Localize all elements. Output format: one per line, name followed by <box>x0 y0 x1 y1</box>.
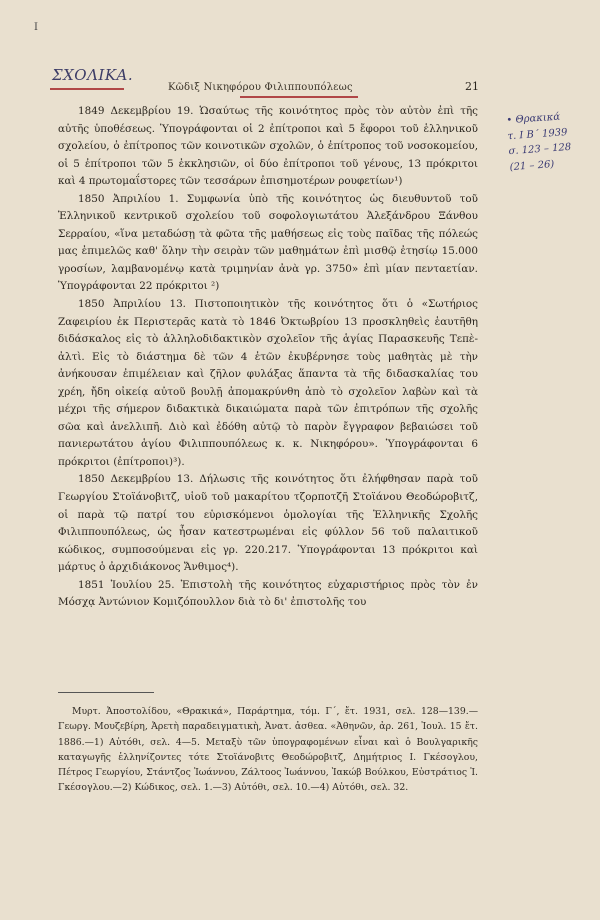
page-number: 21 <box>465 80 479 93</box>
entry-paragraph: 1850 Ἀπριλίου 1. Συμφωνία ὑπὸ τῆς κοινότητος ὡς διευθυντοῦ τοῦ Ἑλληνικοῦ κεντρικοῦ σχολείου τοῦ σοφολογιωτάτου Ἀλεξάνδρου Ξάνθου Σερραίου, «ἵνα μεταδώσῃ τὰ φῶτα τῆς μαθήσεως εἰς τοὺς παῖδας τῆς πόλεώς μας ἐπιμελῶς καθ' ὅλην τὴν σειρὰν τῶν μαθημάτων ἐπὶ μισθῷ ἐτησίῳ 15.000 γροσίων, λαμβανομένῳ κατὰ τριμηνίαν ἀνὰ γρ. 3750» ἐπὶ μίαν πενταετίαν. Ὑπογράφονται 22 πρόκριτοι ²) <box>58 192 478 293</box>
margin-note-line: (21 – 26) <box>509 158 555 173</box>
margin-note-line: τ. Ι Β΄ 1939 <box>507 126 568 142</box>
running-head-underline <box>240 96 358 98</box>
body-text <box>58 103 478 612</box>
entry-paragraph: 1850 Ἀπριλίου 13. Πιστοποιητικὸν τῆς κοινότητος ὅτι ὁ «Σωτήριος Ζαφειρίου ἐκ Περιστερᾶς κατὰ τὸ 1846 Ὀκτωβρίου 13 προσκληθεὶς ἑαυτῆθη διδάσκαλος εἰς τὸ ἀλληλοδιδακτικὸν σχολεῖον τῆς ἁγίας Παρασκευῆς Τεπὲ-ἀλτὶ. Εἰς τὸ διάστημα δὲ τῶν 4 ἐτῶν ἐκυβέρνησε τοὺς μαθητὰς μὲ τὴν ἀνήκουσαν ἐπιμέλειαν καὶ ζῆλον φυλάξας ἅπαντα τὰ τῆς διδασκαλίας του χρέη, ἤδη οἰκείᾳ αὐτοῦ βουλῇ ἀπομακρύνθη ἀπὸ τὸ σχολεῖον λαβὼν καὶ τὰ μέχρι τῆς σήμερον διδακτικὰ δικαιώματα παρὰ τῶν ἐπιτρόπων τῆς σχολῆς σῶα καὶ ἀνελλιπῆ. Διὸ καὶ ἐδόθη αὐτῷ τὸ παρὸν ἔγγραφον βεβαιώσει τοῦ πανιερωτάτου ἁγίου Φιλιππουπόλεως κ. κ. Νικηφόρου». Ὑπογράφονται 6 πρόκριτοι (ἐπίτροποι)³). <box>58 298 478 468</box>
handwritten-annotation: ΣΧΟΛΙΚΑ. <box>52 66 134 84</box>
margin-note <box>506 107 600 175</box>
running-head: Κῶδιξ Νικηφόρου Φιλιππουπόλεως <box>168 82 353 93</box>
entry-paragraph: 1850 Δεκεμβρίου 13. Δήλωσις τῆς κοινότητος ὅτι ἐλήφθησαν παρὰ τοῦ Γεωργίου Στοϊάνοβιτζ, υἱοῦ τοῦ μακαρίτου τζορποτζῆ Στοϊάνου Θεοδώροβιτζ, οἱ παρὰ τῷ πατρί του εὑρισκόμενοι ὁμολογίαι τῆς Ἑλληνικῆς Σχολῆς Φιλιππουπόλεως, ὡς ἦσαν κατεστρωμέναι εἰς φύλλον 56 τοῦ παλαιτικοῦ κώδικος, συμποσούμεναι εἰς γρ. 220.217. Ὑπογράφονται 13 πρόκριτοι καὶ μάρτυς ὁ ἀρχιδιάκονος Ἄνθιμος⁴). <box>58 473 478 574</box>
margin-note-line: σ. 123 – 128 <box>508 141 572 158</box>
footnote-paragraph: Μυρτ. Ἀποστολίδου, «Θρακικά», Παράρτημα, τόμ. Γ΄, ἔτ. 1931, σελ. 128—139.—Γεωργ. Μουζεβίρη, Ἀρετὴ παραδειγματικὴ, Ἀνατ. ἀσθεα. «Ἀθηνῶν, ἀρ. 261, Ἰουλ. 15 ἔτ. 1886.—1) Αὐτόθι, σελ. 4—5. Μεταξὺ τῶν ὑπογραφομένων εἶναι καὶ ὁ Βουλγαρικῆς καταγωγῆς ἑλληνίζοντες τότε Στοϊάνοβιτς Θεοδώροβιτζ, Δημήτριος Ι. Γκέσογλου, Πέτρος Γεωργίου, Στάντζος Ἰωάννου, Ζάλτοος Ἰωάννου, Ἰακώβ Βούλκου, Εὐστράτιος Ἰ. Γκέσογλου.—2) Κώδικος, σελ. 1.—3) Αὐτόθι, σελ. 10.—4) Αὐτόθι, σελ. 32. <box>58 706 478 794</box>
handwritten-underline <box>50 88 124 90</box>
entry-paragraph: 1851 Ἰουλίου 25. Ἐπιστολὴ τῆς κοινότητος εὐχαριστήριος πρὸς τὸν ἐν Μόσχᾳ Ἀντώνιον Κομιζόπουλλον διὰ τὸ δι' ἐπιστολῆς του <box>58 578 478 609</box>
page-corner-mark: I <box>34 22 38 33</box>
entry-paragraph: 1849 Δεκεμβρίου 19. Ὡσαύτως τῆς κοινότητος πρὸς τὸν αὐτὸν ἐπὶ τῆς αὐτῆς ὑποθέσεως. Ὑπογράφονται οἱ 2 ἐπίτροποι καὶ 5 ἔφοροι τοῦ ἑλληνικοῦ σχολείου, ὁ ἐπίτροπος τῶν κοινοτικῶν σχολῶν, ὁ ἐπίτροπος τοῦ νοσοκομείου, οἱ 5 ἐπίτροποι τῶν 5 ἐκκλησιῶν, οἱ δύο ἐπίτροποι τοῦ γένους, 13 πρόκριτοι καὶ 4 πρωτομαΐστορες τῶν τεσσάρων ἐπισημοτέρων ρουφετίων¹) <box>58 105 478 188</box>
footnotes <box>58 704 478 796</box>
margin-note-line: • Θρακικά <box>506 111 561 127</box>
footnote-divider <box>58 692 154 693</box>
